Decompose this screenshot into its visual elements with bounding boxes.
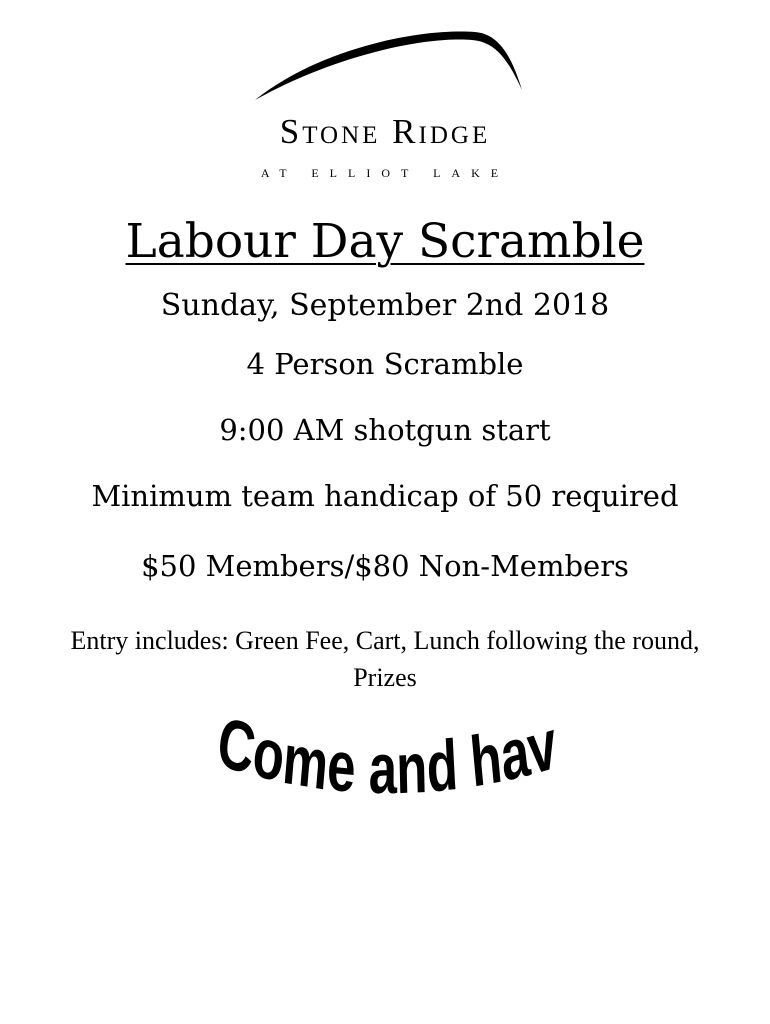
event-title: Labour Day Scramble [125,214,645,269]
logo-swoosh [250,28,530,108]
event-handicap-requirement: Minimum team handicap of 50 required [91,479,679,513]
logo-name-text: Stone Ridge [279,112,491,151]
svg-text:Come and have fun [53,720,562,809]
event-start-time: 9:00 AM shotgun start [219,413,551,447]
closing-wordart [0,720,770,830]
entry-includes: Entry includes: Green Fee, Cart, Lunch following the round, Prizes [70,626,700,692]
logo-subtitle-text: AT ELLIOT LAKE [260,166,510,180]
event-price: $50 Members/$80 Non-Members [141,549,629,583]
event-date: Sunday, September 2nd 2018 [160,288,610,323]
closing-text: Come and hav [212,720,562,810]
closing-banner [0,720,770,830]
logo-subtitle [0,164,770,182]
logo-name [0,112,770,152]
event-format: 4 Person Scramble [246,347,524,381]
